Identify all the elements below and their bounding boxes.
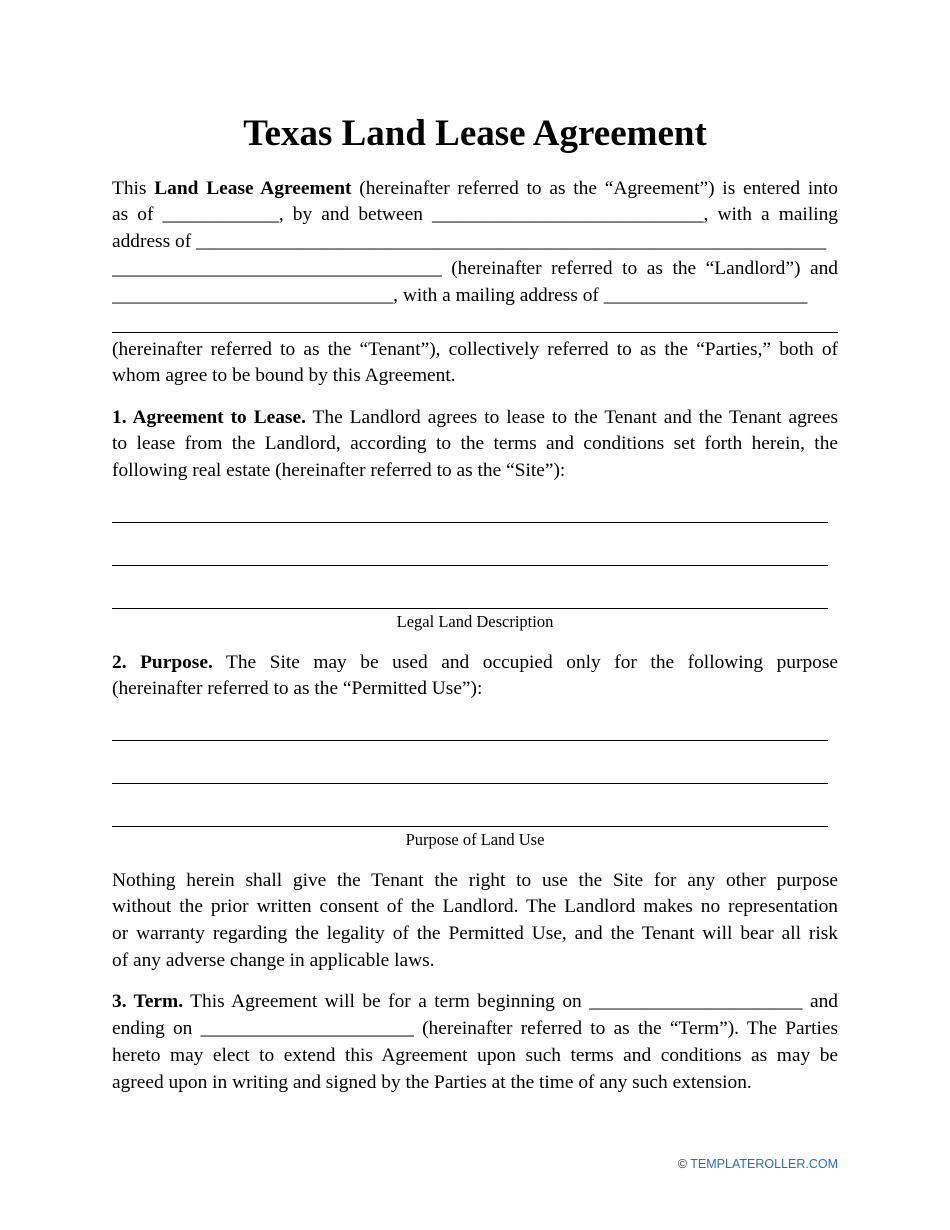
section3-line-3: hereto may elect to extend this Agreement upon such terms and conditions as may be bbox=[112, 1045, 838, 1066]
section2-para2-line-2: without the prior written consent of the Landlord. The Landlord makes no representation bbox=[112, 896, 838, 917]
section1-heading: 1. Agreement to Lease. bbox=[112, 407, 306, 428]
land-description-blank-2 bbox=[112, 565, 828, 566]
land-description-blank-3 bbox=[112, 608, 828, 609]
section1-line-2: to lease from the Landlord, according to the terms and conditions set forth herein, the bbox=[112, 433, 838, 454]
page-title: Texas Land Lease Agreement bbox=[243, 113, 707, 154]
section3-heading: 3. Term. bbox=[112, 991, 184, 1012]
land-use-blank-1 bbox=[112, 740, 828, 741]
land-use-caption: Purpose of Land Use bbox=[405, 830, 545, 849]
land-description-blank-1 bbox=[112, 522, 828, 523]
tenant-address-blank bbox=[112, 332, 838, 333]
copyright-icon: © bbox=[677, 1157, 688, 1171]
intro-line-5: _____________________________, with a mailing address of _____________________ bbox=[112, 285, 808, 306]
intro-line-8: whom agree to be bound by this Agreement. bbox=[112, 365, 456, 386]
section3-line-2: ending on ______________________ (hereinafter referred to as the “Term”). The Parties bbox=[112, 1018, 838, 1039]
section2-para2-line-1: Nothing herein shall give the Tenant the right to use the Site for any other purpose bbox=[112, 870, 838, 891]
section3-line-4: agreed upon in writing and signed by the Parties at the time of any such extension. bbox=[112, 1072, 752, 1093]
intro-line-3: address of _________________________________________________________________ bbox=[112, 231, 827, 252]
land-use-blank-3 bbox=[112, 826, 828, 827]
section2-para2-line-3: or warranty regarding the legality of the Permitted Use, and the Tenant will bear all risk bbox=[112, 923, 838, 944]
intro-line-1: This Land Lease Agreement (hereinafter referred to as the “Agreement”) is entered into bbox=[112, 178, 838, 199]
section1-line-3: following real estate (hereinafter referred to as the “Site”): bbox=[112, 460, 566, 481]
land-use-blank-2 bbox=[112, 783, 828, 784]
section2-para2-line-4: of any adverse change in applicable laws. bbox=[112, 950, 435, 971]
section1-line-1: 1. Agreement to Lease. The Landlord agrees to lease to the Tenant and the Tenant agrees bbox=[112, 407, 838, 428]
footer-link[interactable] bbox=[678, 1156, 838, 1172]
agreement-name: Land Lease Agreement bbox=[154, 178, 352, 199]
footer-site-label: TEMPLATEROLLER.COM bbox=[690, 1157, 838, 1171]
section2-line-2: (hereinafter referred to as the “Permitted Use”): bbox=[112, 678, 483, 699]
intro-line-7: (hereinafter referred to as the “Tenant”), collectively referred to as the “Parties,” both of bbox=[112, 339, 838, 360]
section2-heading: 2. Purpose. bbox=[112, 652, 213, 673]
land-description-caption: Legal Land Description bbox=[396, 612, 554, 631]
section2-line-1: 2. Purpose. The Site may be used and occupied only for the following purpose bbox=[112, 652, 838, 673]
intro-line-4: __________________________________ (hereinafter referred to as the “Landlord”) and bbox=[112, 258, 838, 279]
intro-line-2: as of ____________, by and between ____________________________, with a mailing bbox=[112, 204, 838, 225]
section3-line-1: 3. Term. This Agreement will be for a term beginning on ______________________ and bbox=[112, 991, 838, 1012]
